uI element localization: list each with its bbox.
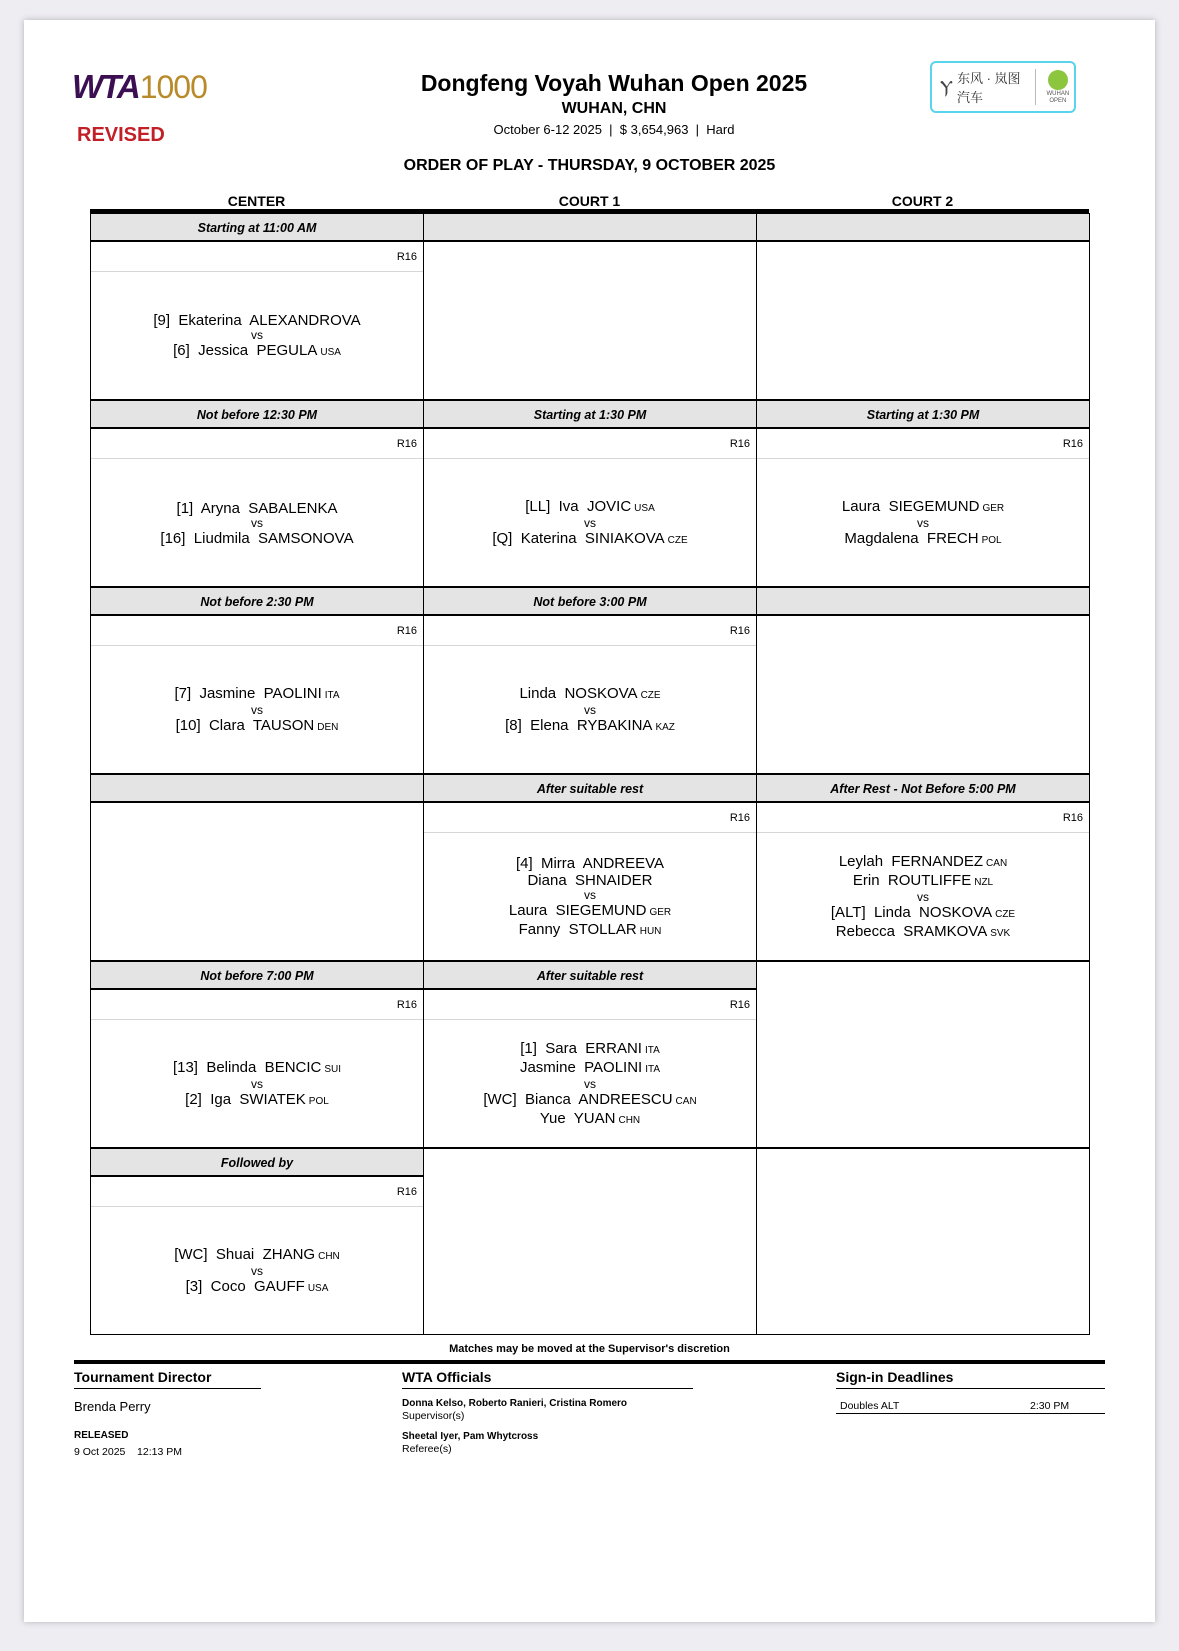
match-cell <box>423 587 757 774</box>
round-label: R16 <box>424 803 756 833</box>
director-name: Brenda Perry <box>74 1399 151 1414</box>
round-label: R16 <box>757 803 1089 833</box>
player-line <box>492 530 687 549</box>
time-bar: After suitable rest <box>424 775 756 803</box>
time-bar <box>757 588 1089 616</box>
supervisors-names: Donna Kelso, Roberto Ranieri, Cristina Romero <box>402 1398 628 1409</box>
player-name: Belinda BENCIC <box>206 1059 322 1076</box>
match-cell <box>90 400 424 587</box>
player-seed: [8] <box>505 717 522 734</box>
court-header-court-2: COURT 2 <box>891 193 954 209</box>
player-seed: [ALT] <box>830 904 866 921</box>
logo-wta-text: WTA <box>72 68 139 105</box>
player-line <box>509 902 671 921</box>
player-nationality: USA <box>634 503 655 514</box>
player-nationality: CHN <box>318 1251 340 1262</box>
match-cell <box>756 213 1090 400</box>
player-nationality: KAZ <box>655 722 675 733</box>
signin-row <box>836 1398 1105 1414</box>
time-bar: Not before 3:00 PM <box>424 588 756 616</box>
vs-label: vs <box>251 328 263 342</box>
player-nationality: CAN <box>675 1096 697 1107</box>
tournament-info: October 6-12 2025 | $ 3,654,963 | Hard <box>493 122 735 137</box>
player-seed: [Q] <box>492 530 513 547</box>
match <box>424 648 756 773</box>
player-line <box>174 685 339 704</box>
round-label: R16 <box>91 616 423 646</box>
player-name: Leylah FERNANDEZ <box>838 853 984 870</box>
supervisor-note: Matches may be moved at the Supervisor's discretion <box>449 1343 730 1355</box>
player-seed: [9] <box>153 312 171 329</box>
player-nationality: POL <box>308 1096 329 1107</box>
player-line <box>153 312 360 329</box>
player-name: Jasmine PAOLINI <box>199 685 322 702</box>
player-line <box>173 342 341 361</box>
time-bar: Starting at 1:30 PM <box>757 401 1089 429</box>
player-nationality: HUN <box>639 926 662 937</box>
player-line <box>519 685 660 704</box>
player-line <box>519 921 662 940</box>
player-line <box>844 530 1001 549</box>
wta-1000-logo <box>72 68 207 106</box>
time-bar <box>757 214 1089 242</box>
player-name: Aryna SABALENKA <box>200 500 338 517</box>
supervisors-role: Supervisor(s) <box>402 1410 465 1422</box>
vs-label: vs <box>917 516 929 530</box>
player-seed: [WC] <box>483 1091 517 1108</box>
tournament-city: WUHAN, CHN <box>561 100 667 117</box>
player-nationality: USA <box>320 347 341 358</box>
round-label: R16 <box>91 429 423 459</box>
player-name: Elena RYBAKINA <box>530 717 653 734</box>
player-seed: [10] <box>175 717 201 734</box>
match-cell <box>756 961 1090 1148</box>
vs-label: vs <box>251 703 263 717</box>
match-cell <box>756 400 1090 587</box>
revised-label: REVISED <box>77 124 165 146</box>
match <box>91 1022 423 1147</box>
player-seed: [7] <box>174 685 192 702</box>
match <box>424 461 756 586</box>
player-line <box>505 717 675 736</box>
match <box>91 1209 423 1334</box>
match-cell <box>423 213 757 400</box>
player-line <box>839 853 1007 872</box>
player-seed: [WC] <box>174 1246 208 1263</box>
player-nationality: GER <box>982 503 1005 514</box>
player-line <box>174 1246 340 1265</box>
player-name: Linda NOSKOVA <box>873 904 993 921</box>
player-seed: [LL] <box>525 498 551 515</box>
released-label: RELEASED <box>74 1430 129 1441</box>
time-bar: Not before 2:30 PM <box>91 588 423 616</box>
time-bar: Followed by <box>91 1149 423 1177</box>
player-seed: [13] <box>172 1059 198 1076</box>
match-cell <box>90 213 424 400</box>
player-name: Katerina SINIAKOVA <box>520 530 665 547</box>
time-bar: Starting at 1:30 PM <box>424 401 756 429</box>
player-name: Fanny STOLLAR <box>518 921 637 938</box>
wuhan-open-logo <box>1042 70 1074 105</box>
match-cell <box>90 1148 424 1335</box>
player-nationality: USA <box>307 1283 329 1294</box>
match-cell <box>90 774 424 961</box>
vs-label: vs <box>584 1077 596 1091</box>
vs-label: vs <box>917 890 929 904</box>
vs-label: vs <box>251 516 263 530</box>
director-heading: Tournament Director <box>74 1369 261 1389</box>
player-line <box>525 498 654 517</box>
player-name: Laura SIEGEMUND <box>508 902 647 919</box>
order-of-play-title: ORDER OF PLAY - THURSDAY, 9 OCTOBER 2025 <box>403 157 776 174</box>
player-nationality: CHN <box>618 1115 641 1126</box>
player-nationality: POL <box>981 535 1002 546</box>
round-label: R16 <box>91 1177 423 1207</box>
player-seed: [3] <box>185 1278 203 1295</box>
tennis-ball-icon <box>1048 70 1068 90</box>
match <box>757 835 1089 960</box>
player-name: Liudmila SAMSONOVA <box>193 530 354 547</box>
vs-label: vs <box>251 1264 263 1278</box>
player-name: Mirra ANDREEVA <box>540 855 665 872</box>
player-name: Iva JOVIC <box>558 498 632 515</box>
officials-heading: WTA Officials <box>402 1369 693 1389</box>
player-line <box>520 1040 660 1059</box>
player-name: Iga SWIATEK <box>210 1091 306 1108</box>
time-bar: Starting at 11:00 AM <box>91 214 423 242</box>
player-line <box>185 1091 329 1110</box>
player-line <box>842 498 1004 517</box>
player-line <box>173 1059 341 1078</box>
round-label: R16 <box>424 616 756 646</box>
player-nationality: SVK <box>990 928 1011 939</box>
round-label: R16 <box>424 990 756 1020</box>
player-name: Laura SIEGEMUND <box>841 498 980 515</box>
match <box>91 274 423 399</box>
player-line <box>831 904 1015 923</box>
match <box>91 648 423 773</box>
match-cell <box>90 587 424 774</box>
time-bar <box>424 214 756 242</box>
player-line <box>527 872 652 889</box>
player-name: Linda NOSKOVA <box>519 685 638 702</box>
round-label: R16 <box>757 429 1089 459</box>
player-line <box>540 1110 640 1129</box>
player-line <box>853 872 993 891</box>
signin-time: 2:30 PM <box>1030 1400 1070 1412</box>
player-seed: [2] <box>185 1091 202 1108</box>
player-nationality: ITA <box>645 1064 661 1075</box>
match-cell <box>423 1148 757 1335</box>
match <box>91 461 423 586</box>
player-line <box>186 1278 329 1297</box>
vs-label: vs <box>251 1077 263 1091</box>
round-label: R16 <box>91 242 423 272</box>
time-bar: After suitable rest <box>424 962 756 990</box>
court-header-center: CENTER <box>227 193 286 209</box>
sponsor-text: 东风 · 岚图汽车 <box>956 71 1021 105</box>
player-name: Rebecca SRAMKOVA <box>835 923 988 940</box>
referees-role: Referee(s) <box>402 1443 452 1455</box>
player-seed: [16] <box>160 530 186 547</box>
player-nationality: NZL <box>974 877 994 888</box>
player-nationality: ITA <box>324 690 340 701</box>
player-nationality: CZE <box>640 690 661 701</box>
time-bar: After Rest - Not Before 5:00 PM <box>757 775 1089 803</box>
signin-heading: Sign-in Deadlines <box>836 1369 1105 1389</box>
player-name: Sara ERRANI <box>545 1040 642 1057</box>
player-name: Clara TAUSON <box>208 717 315 734</box>
match-cell <box>90 961 424 1148</box>
player-line <box>177 500 338 517</box>
match-cell <box>756 1148 1090 1335</box>
player-name: Bianca ANDREESCU <box>524 1091 673 1108</box>
player-name: Coco GAUFF <box>210 1278 305 1295</box>
voyah-logo-icon: Ⲩ <box>940 76 953 97</box>
tournament-title: Dongfeng Voyah Wuhan Open 2025 <box>420 70 808 96</box>
player-line <box>483 1091 696 1110</box>
player-seed: [1] <box>176 500 194 517</box>
player-name: Ekaterina ALEXANDROVA <box>178 312 361 329</box>
player-nationality: CZE <box>995 909 1016 920</box>
order-of-play-sheet <box>24 20 1155 1622</box>
player-name: Shuai ZHANG <box>215 1246 316 1263</box>
match <box>424 1022 756 1147</box>
match-cell <box>423 961 757 1148</box>
time-bar: Not before 7:00 PM <box>91 962 423 990</box>
match-cell <box>756 774 1090 961</box>
player-name: Yue YUAN <box>539 1110 616 1127</box>
player-name: Erin ROUTLIFFE <box>852 872 972 889</box>
player-nationality: ITA <box>644 1045 660 1056</box>
player-line <box>516 855 664 872</box>
player-seed: [6] <box>173 342 190 359</box>
title-block <box>324 70 904 137</box>
round-label: R16 <box>424 429 756 459</box>
match <box>424 835 756 960</box>
player-name: Jessica PEGULA <box>198 342 318 359</box>
vs-label: vs <box>584 516 596 530</box>
referees-names: Sheetal Iyer, Pam Whytcross <box>402 1431 539 1442</box>
player-nationality: CAN <box>986 858 1008 869</box>
vs-label: vs <box>584 703 596 717</box>
player-name: Jasmine PAOLINI <box>519 1059 643 1076</box>
released-date: 9 Oct 2025 12:13 PM <box>74 1446 182 1458</box>
time-bar <box>91 775 423 803</box>
time-bar: Not before 12:30 PM <box>91 401 423 429</box>
match-cell <box>423 774 757 961</box>
sponsor-logo <box>930 61 1076 113</box>
signin-event: Doubles ALT <box>840 1400 900 1412</box>
player-name: Magdalena FRECH <box>844 530 979 547</box>
vs-label: vs <box>584 888 596 902</box>
round-label: R16 <box>91 990 423 1020</box>
match <box>757 461 1089 586</box>
player-seed: [1] <box>520 1040 537 1057</box>
logo-level-text: 1000 <box>139 69 207 105</box>
player-line <box>176 717 339 736</box>
player-name: Diana SHNAIDER <box>527 872 653 889</box>
player-line <box>836 923 1010 942</box>
footer-rule <box>74 1360 1105 1364</box>
sponsor-divider <box>1035 69 1036 105</box>
player-nationality: GER <box>649 907 672 918</box>
wuhan-open-text: WUHAN OPEN <box>1046 90 1070 104</box>
player-line <box>160 530 353 547</box>
player-nationality: CZE <box>667 535 688 546</box>
player-nationality: DEN <box>317 722 339 733</box>
player-nationality: SUI <box>324 1064 342 1075</box>
court-header-court-1: COURT 1 <box>558 193 621 209</box>
match-cell <box>423 400 757 587</box>
player-line <box>520 1059 660 1078</box>
match-cell <box>756 587 1090 774</box>
player-seed: [4] <box>515 855 533 872</box>
